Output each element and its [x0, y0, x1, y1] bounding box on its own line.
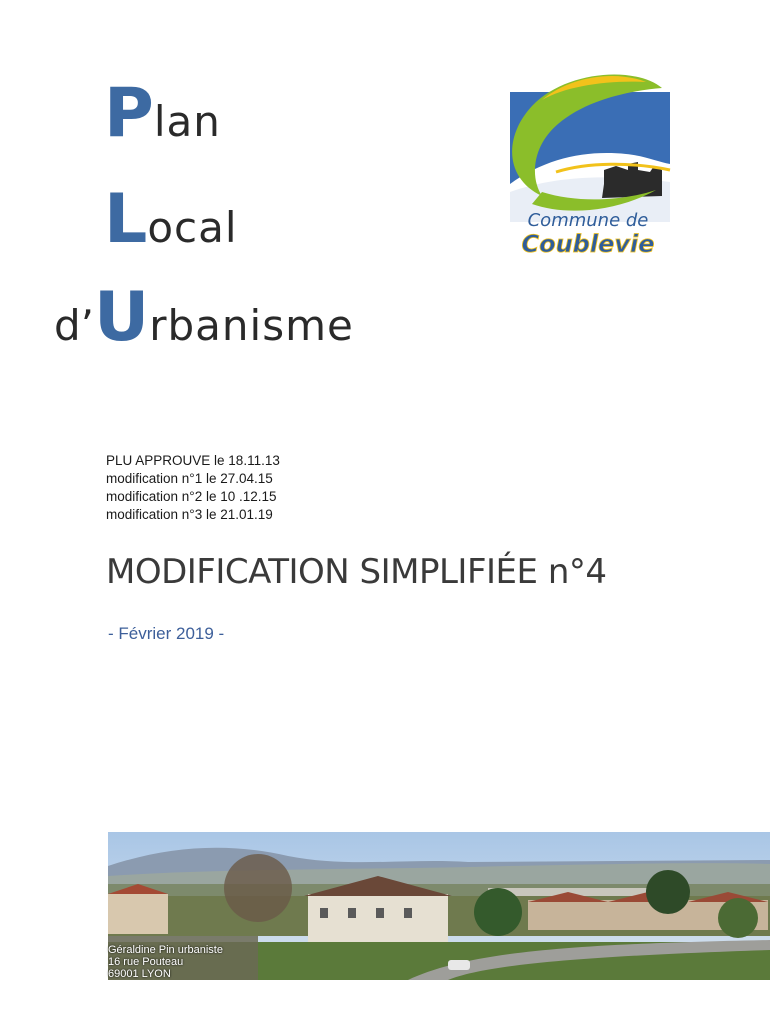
title-word-lan: lan	[153, 97, 221, 146]
history-item: PLU APPROUVE le 18.11.13	[106, 453, 280, 468]
title-word-ocal: ocal	[147, 203, 238, 252]
title-plan	[104, 74, 221, 153]
title-letter-u: U	[94, 278, 150, 357]
document-date: - Février 2019 -	[108, 624, 225, 643]
history-item: modification n°1 le 27.04.15	[106, 471, 273, 486]
document-title: MODIFICATION SIMPLIFIÉE n°4	[106, 552, 607, 592]
logo-text-commune: Commune de	[527, 210, 649, 231]
history-item: modification n°2 le 10 .12.15	[106, 489, 277, 504]
logo-text-coublevie: Coublevie	[521, 230, 655, 258]
title-letter-p: P	[104, 74, 154, 153]
history-item: modification n°3 le 21.01.19	[106, 507, 273, 522]
title-urbanisme	[54, 278, 354, 357]
coublevie-logo	[496, 66, 680, 266]
author-credit	[108, 944, 223, 980]
title-local	[104, 180, 238, 259]
title-word-rbanisme: rbanisme	[149, 301, 354, 350]
title-prefix: d’	[54, 301, 95, 350]
credit-name: Géraldine Pin urbaniste	[108, 944, 223, 956]
credit-street: 16 rue Pouteau	[108, 956, 184, 968]
credit-city: 69001 LYON	[108, 968, 171, 980]
title-letter-l: L	[104, 180, 148, 259]
plu-history	[106, 452, 280, 524]
